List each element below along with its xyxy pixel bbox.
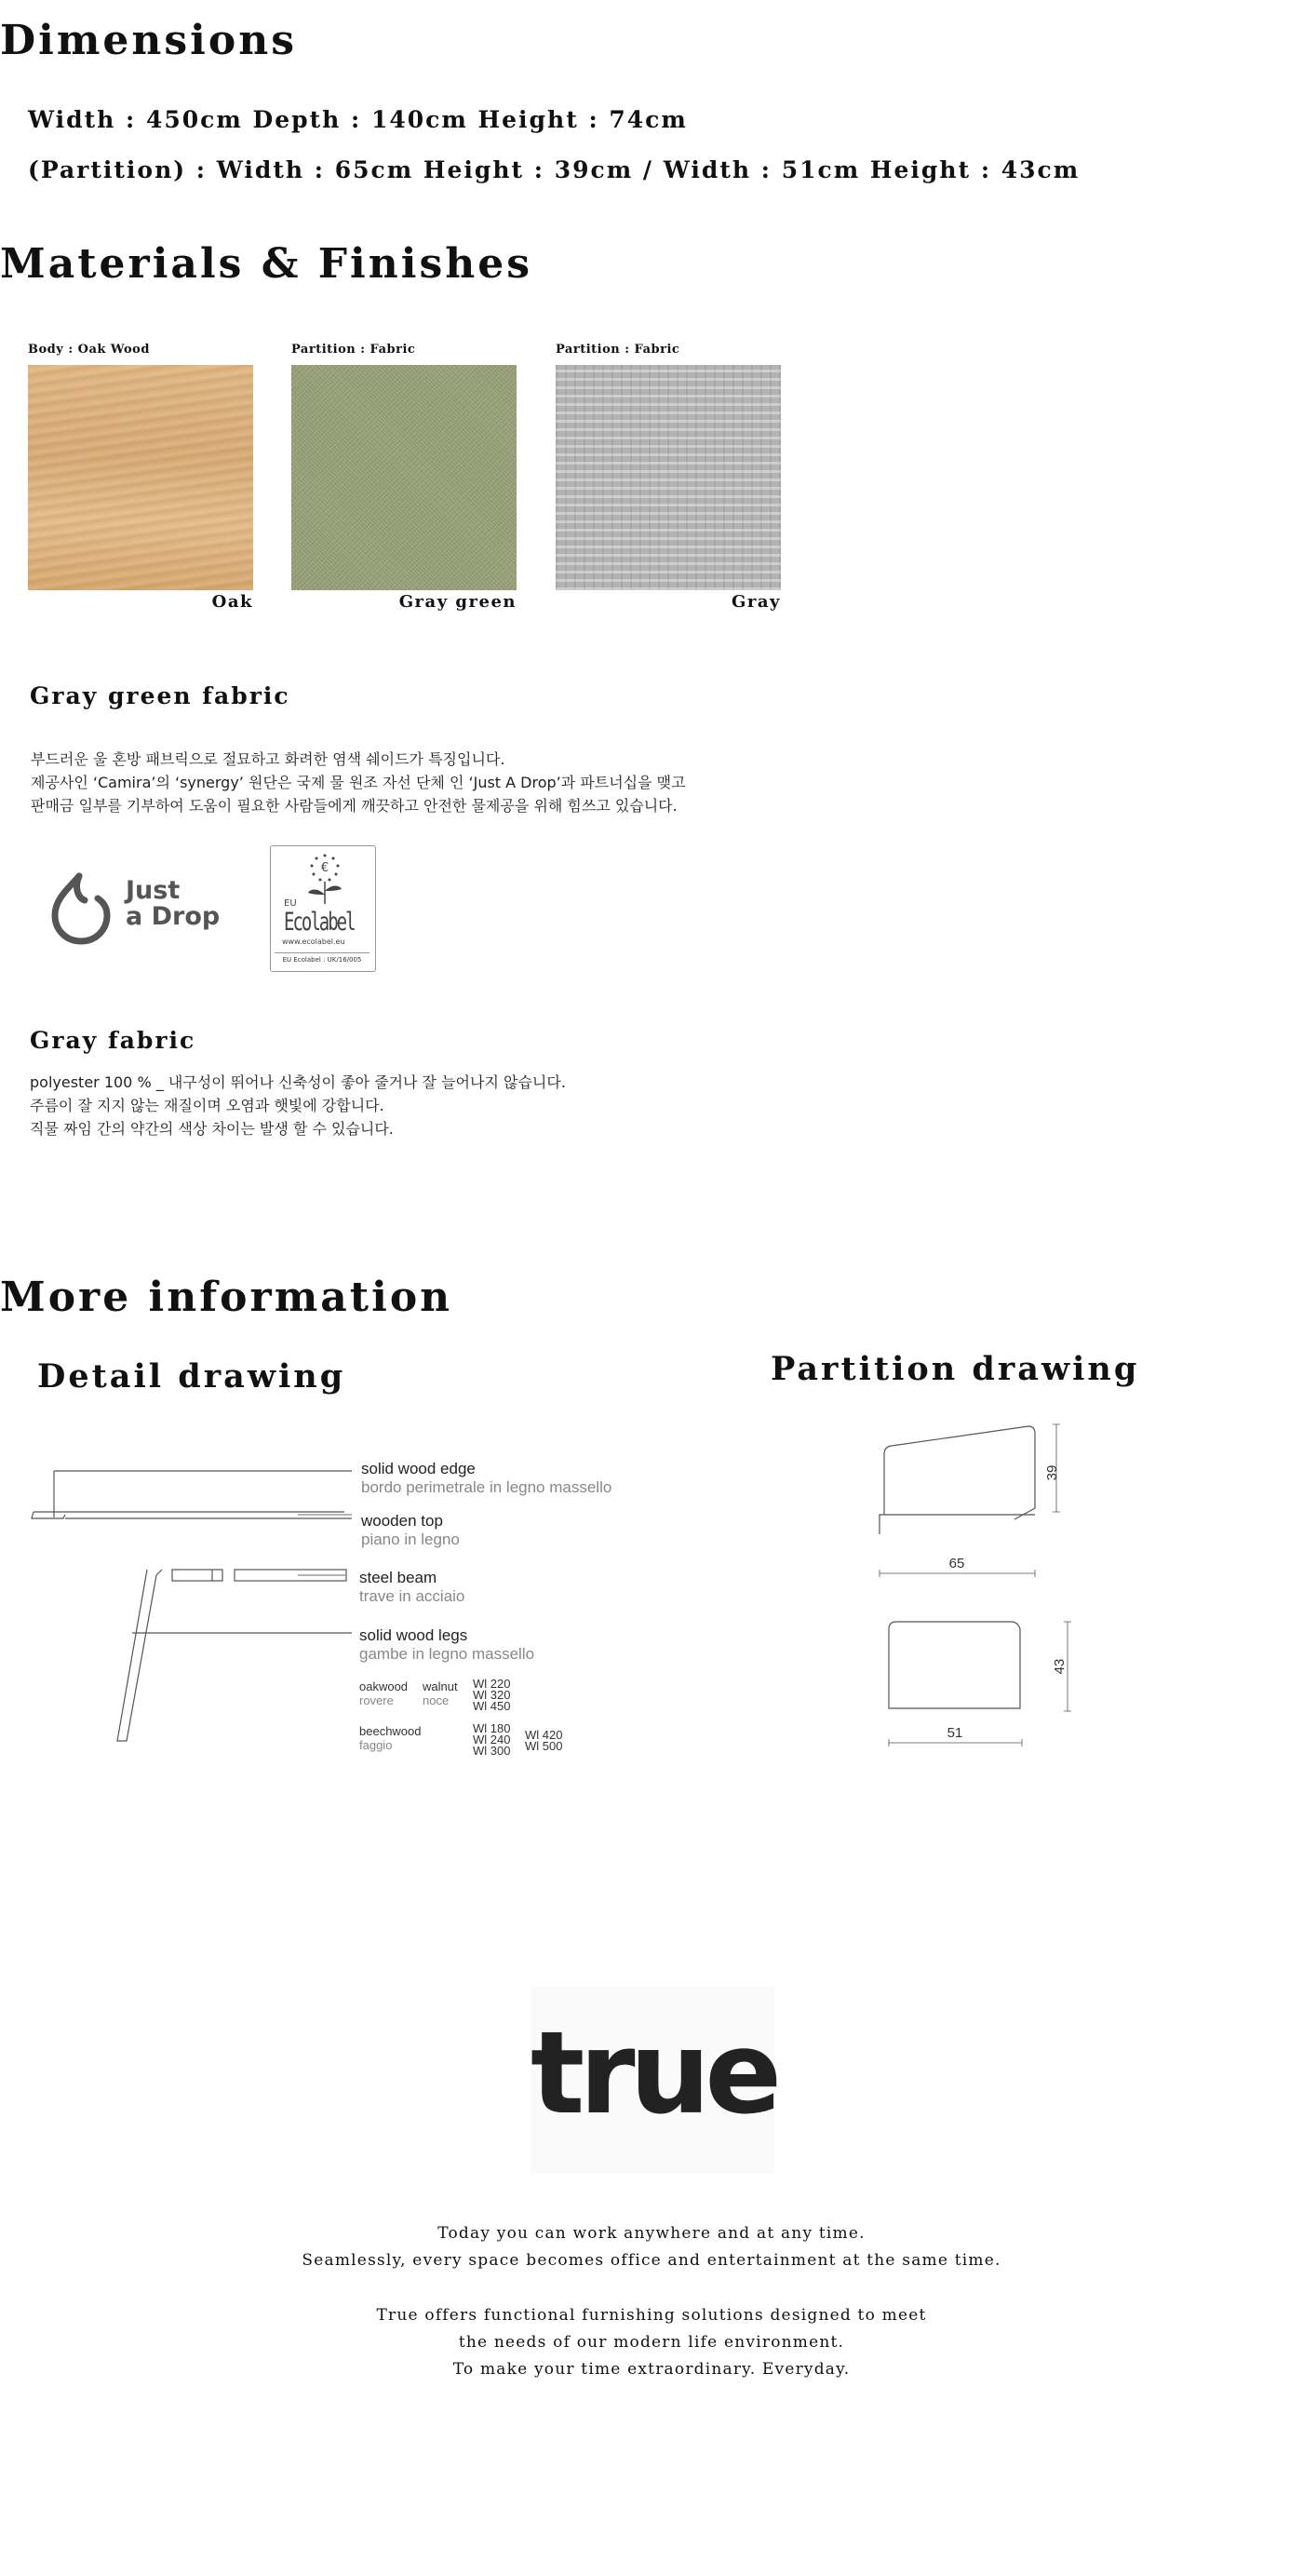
label-solid-wood-legs: solid wood legs xyxy=(359,1626,468,1644)
label-oakwood: oakwood xyxy=(359,1679,409,1693)
ecolabel-code: EU Ecolabel : UK/16/005 xyxy=(275,952,369,964)
dimensions-line-2: (Partition) : Width : 65cm Height : 39cm / Width : 51cm Height : 43cm xyxy=(28,156,1081,183)
partition-width-1: 65 xyxy=(948,1556,965,1571)
label-wooden-top: wooden top xyxy=(361,1512,443,1530)
label-beechwood: beechwood xyxy=(359,1724,422,1738)
just-a-drop-line-2: a Drop xyxy=(126,902,221,931)
detail-drawing-title: Detail drawing xyxy=(37,1357,346,1396)
label-oakwood-it: rovere xyxy=(359,1693,394,1707)
label-steel-beam-it: trave in acciaio xyxy=(359,1587,465,1605)
gray-green-line-1: 부드러운 울 혼방 패브릭으로 절묘하고 화려한 염색 쉐이드가 특징입니다. xyxy=(31,750,505,768)
swatch-name-gray-green: Gray green xyxy=(398,592,517,612)
label-walnut: walnut xyxy=(423,1679,458,1693)
eu-ecolabel-logo xyxy=(270,845,376,972)
ecolabel-flower-icon xyxy=(299,850,351,906)
gray-green-line-2: 제공사인 ‘Camira’의 ‘synergy’ 원단은 국제 물 원조 자선 단체 인 ‘Just A Drop’과 파트너십을 맺고 xyxy=(31,774,686,791)
gray-line-3: 직물 짜임 간의 약간의 색상 차이는 발생 할 수 있습니다. xyxy=(30,1120,394,1138)
swatch-gray xyxy=(556,365,781,590)
label-solid-wood-edge-it: bordo perimetrale in legno massello xyxy=(361,1478,612,1496)
gray-green-title: Gray green fabric xyxy=(30,682,290,709)
just-a-drop-line-1: Just xyxy=(126,876,181,905)
label-solid-wood-legs-it: gambe in legno massello xyxy=(359,1645,535,1663)
gray-line-2: 주름이 잘 지지 않는 재질이며 오염과 햇빛에 강합니다. xyxy=(30,1097,384,1114)
gray-line-1: polyester 100 % _ 내구성이 뛰어나 신축성이 좋아 줄거나 잘 늘어나지 않습니다. xyxy=(30,1073,566,1091)
label-wl-b-1: Wl 180 xyxy=(473,1721,511,1735)
label-steel-beam: steel beam xyxy=(359,1569,437,1586)
brand-paragraph-1 xyxy=(0,2220,1303,2274)
label-wooden-top-it: piano in legno xyxy=(361,1531,460,1548)
label-wl-c-1: Wl 420 xyxy=(525,1728,563,1742)
swatch-caption-gray-green: Partition : Fabric xyxy=(291,343,416,357)
dimensions-line-1: Width : 450cm Depth : 140cm Height : 74cm xyxy=(28,106,688,133)
brand-p2-line-2: the needs of our modern life environment. xyxy=(458,2333,845,2352)
brand-p1-line-1: Today you can work anywhere and at any time. xyxy=(437,2224,866,2243)
label-wl-c-2: Wl 500 xyxy=(525,1739,563,1753)
partition-height-2: 43 xyxy=(1052,1658,1068,1675)
partition-drawing-title: Partition drawing xyxy=(771,1350,1140,1388)
brand-p2-line-1: True offers functional furnishing solutions designed to meet xyxy=(376,2306,927,2325)
gray-green-description xyxy=(31,748,686,817)
swatch-caption-oak: Body : Oak Wood xyxy=(28,343,150,357)
gray-description xyxy=(30,1071,566,1140)
partition-height-1: 39 xyxy=(1044,1464,1060,1481)
gray-green-line-3: 판매금 일부를 기부하여 도움이 필요한 사람들에게 깨끗하고 안전한 물제공을 위해 힘쓰고 있습니다. xyxy=(31,797,678,815)
dimensions-title: Dimensions xyxy=(0,17,298,64)
label-solid-wood-edge: solid wood edge xyxy=(361,1460,476,1477)
swatch-name-oak: Oak xyxy=(211,592,253,612)
label-wl-a-2: Wl 320 xyxy=(473,1688,511,1702)
ecolabel-eu: EU xyxy=(284,898,297,909)
swatch-gray-green xyxy=(291,365,517,590)
partition-drawing xyxy=(866,1415,1098,1778)
brand-p1-line-2: Seamlessly, every space becomes office and entertainment at the same time. xyxy=(302,2251,1001,2270)
true-logo xyxy=(531,1988,777,2174)
partition-width-2: 51 xyxy=(947,1725,963,1741)
label-wl-b-3: Wl 300 xyxy=(473,1744,511,1758)
label-wl-a-1: Wl 220 xyxy=(473,1677,511,1691)
brand-paragraph-2 xyxy=(0,2302,1303,2383)
true-logo-text: true xyxy=(531,2007,777,2139)
more-information-title: More information xyxy=(0,1274,453,1321)
ecolabel-name: Ecolabel xyxy=(284,908,355,937)
ecolabel-url: www.ecolabel.eu xyxy=(282,937,345,946)
label-wl-a-3: Wl 450 xyxy=(473,1699,511,1713)
materials-title: Materials & Finishes xyxy=(0,240,532,288)
just-a-drop-logo xyxy=(51,870,228,945)
brand-p2-line-3: To make your time extraordinary. Everyday. xyxy=(452,2360,851,2379)
swatch-oak xyxy=(28,365,253,590)
swatch-name-gray: Gray xyxy=(732,592,781,612)
svg-text:€: € xyxy=(320,861,329,875)
gray-title: Gray fabric xyxy=(30,1027,196,1054)
swatch-caption-gray: Partition : Fabric xyxy=(556,343,680,357)
label-wl-b-2: Wl 240 xyxy=(473,1733,511,1747)
label-beechwood-it: faggio xyxy=(359,1738,393,1752)
detail-drawing xyxy=(28,1434,661,1760)
label-walnut-it: noce xyxy=(423,1693,450,1707)
